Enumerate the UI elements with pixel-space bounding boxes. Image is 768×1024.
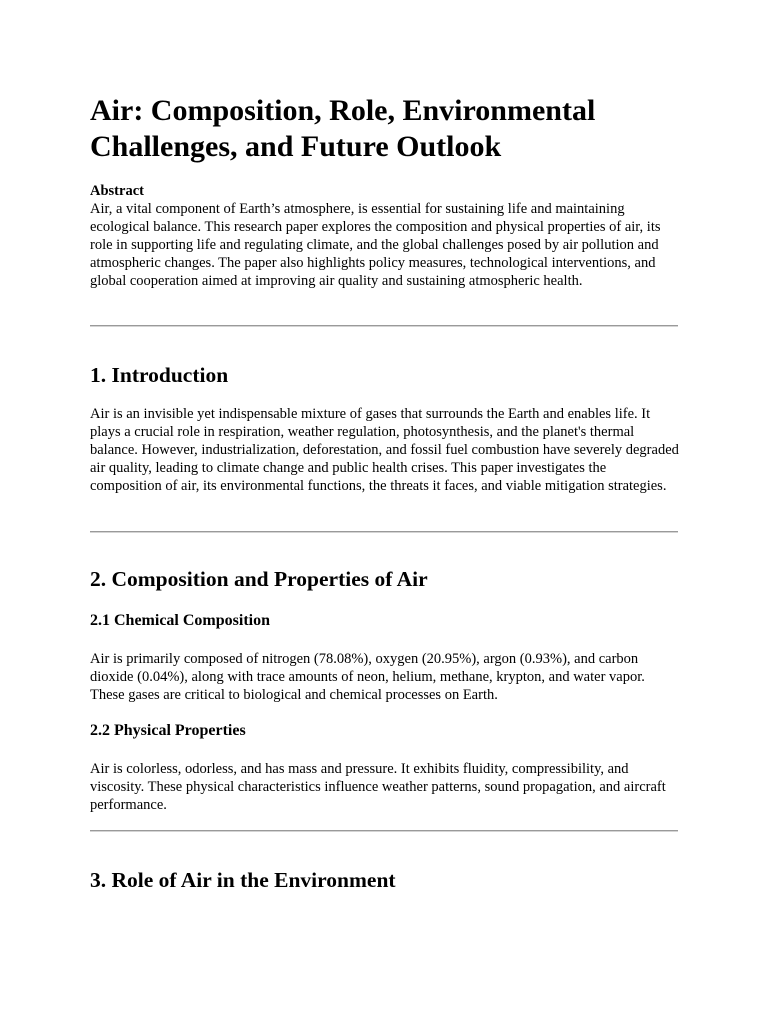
chemical-composition-heading: 2.1 Chemical Composition [90,612,270,629]
role-heading: 3. Role of Air in the Environment [90,868,396,892]
abstract-text: Air, a vital component of Earth’s atmosphere, is essential for sustaining life and maintaining ecological balance. This research paper explores the composition and physical properties of air, its role in supporting life and regulating climate, and the global challenges posed by air pollution and atmospheric changes. The paper also highlights policy measures, technological interventions, and global cooperation aimed at improving air quality and sustaining atmospheric health. [90,201,661,289]
physical-properties-text: Air is colorless, odorless, and has mass and pressure. It exhibits fluidity, compressibility, and viscosity. These physical characteristics influence weather patterns, sound propagation, and aircraft performance. [90,761,666,813]
introduction-heading: 1. Introduction [90,363,229,387]
physical-properties-heading: 2.2 Physical Properties [90,722,246,739]
abstract-label: Abstract [90,183,144,199]
introduction-text: Air is an invisible yet indispensable mixture of gases that surrounds the Earth and enables life. It plays a crucial role in respiration, weather regulation, photosynthesis, and the planet's thermal balance. However, industrialization, deforestation, and fossil fuel combustion have severely degraded air quality, leading to climate change and public health crises. This paper investigates the composition of air, its environmental functions, the threats it faces, and viable mitigation strategies. [90,406,679,494]
chemical-composition-text: Air is primarily composed of nitrogen (78.08%), oxygen (20.95%), argon (0.93%), and carbon dioxide (0.04%), along with trace amounts of neon, helium, methane, krypton, and water vapor. These gases are critical to biological and chemical processes on Earth. [90,651,645,703]
section-divider [90,325,678,327]
section-divider [90,531,678,533]
section-divider [90,830,678,832]
page-title: Air: Composition, Role, Environmental Challenges, and Future Outlook [90,94,596,163]
composition-heading: 2. Composition and Properties of Air [90,567,428,591]
